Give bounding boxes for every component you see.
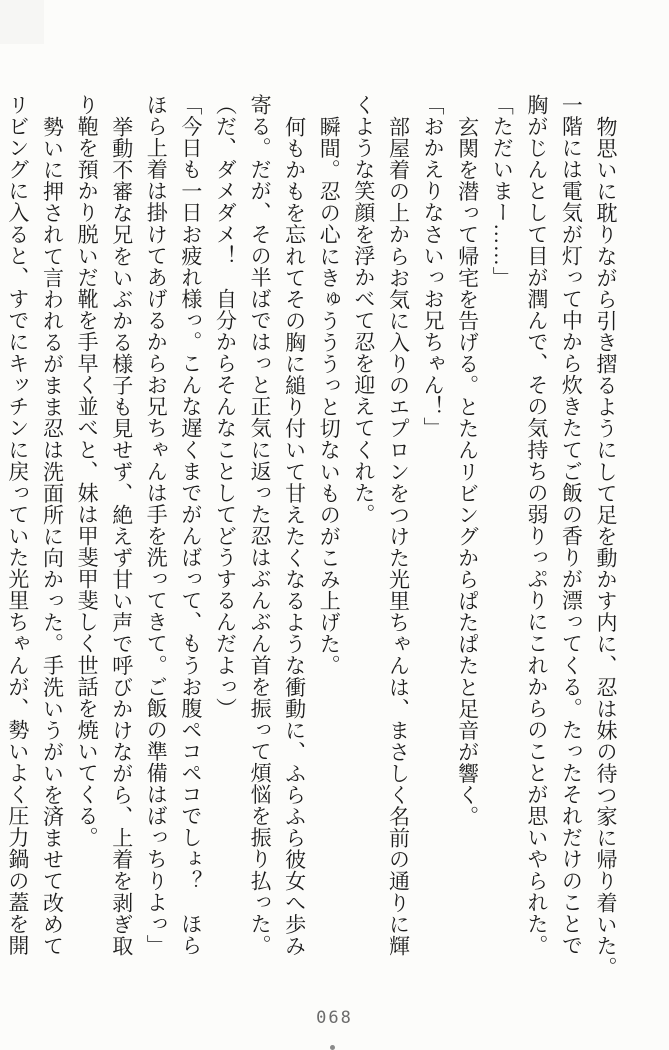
text-column: リビングに入ると、すでにキッチンに戻っていた光里ちゃんが、勢いよく圧力鍋の蓋を開 (5, 94, 30, 956)
text-column: 部屋着の上からお気に入りのエプロンをつけた光里ちゃんは、まさしく名前の通りに輝 (386, 115, 411, 957)
text-column: 「おかえりなさいっお兄ちゃん！」 (421, 94, 446, 439)
scan-artifact-dot (330, 1045, 335, 1050)
text-column: （だ、ダメダメ！ 自分からそんなことしてどうするんだよっ） (213, 94, 238, 719)
text-column: くような笑顔を浮かべて忍を迎えてくれた。 (351, 94, 376, 525)
text-column: 「今日も一日お疲れ様っ。こんな遅くまでがんばって、もうお腹ペコペコでしょ？ ほら (178, 94, 203, 956)
text-column: 寄る。だが、その半ばではっと正気に返った忍はぶんぶん首を振って煩悩を振り払った。 (248, 94, 273, 956)
text-column: 胸がじんとして目が潤んで、その気持ちの弱りっぷりにこれからのことが思いやられた。 (524, 94, 549, 956)
text-column: 一階には電気が灯って中から炊きたてご飯の香りが漂ってくる。たったそれだけのことで (559, 94, 584, 956)
text-column: 何もかもを忘れてその胸に縋り付いて甘えたくなるような衝動に、ふらふら彼女へ歩み (282, 115, 307, 957)
text-block (0, 94, 623, 978)
page-number: 068 (316, 1008, 353, 1028)
text-column: 挙動不審な兄をいぶかる様子も見せず、絶えず甘い声で呼びかけながら、上着を剥ぎ取 (109, 115, 134, 957)
text-column: 「ただいまー……」 (490, 94, 515, 288)
text-column: 物思いに耽りながら引き摺るようにして足を動かす内に、忍は妹の待つ家に帰り着いた。 (594, 115, 618, 978)
text-column: り鞄を預かり脱いだ靴を手早く並べと、妹は甲斐甲斐しく世話を焼いてくる。 (75, 94, 100, 849)
text-column: 勢いに押されて言われるがまま忍は洗面所に向かった。手洗いうがいを済ませて改めて (40, 115, 65, 957)
text-column: ほら上着は掛けてあげるからお兄ちゃんは手を洗ってきて。ご飯の準備はばっちりよっ」 (144, 94, 169, 956)
text-column: 瞬間。忍の心にきゅうううっと切ないものがこみ上げた。 (317, 115, 342, 676)
scan-artifact (0, 0, 44, 44)
text-column: 玄関を潜って帰宅を告げる。とたんリビングからぱたぱたと足音が響く。 (455, 115, 480, 827)
